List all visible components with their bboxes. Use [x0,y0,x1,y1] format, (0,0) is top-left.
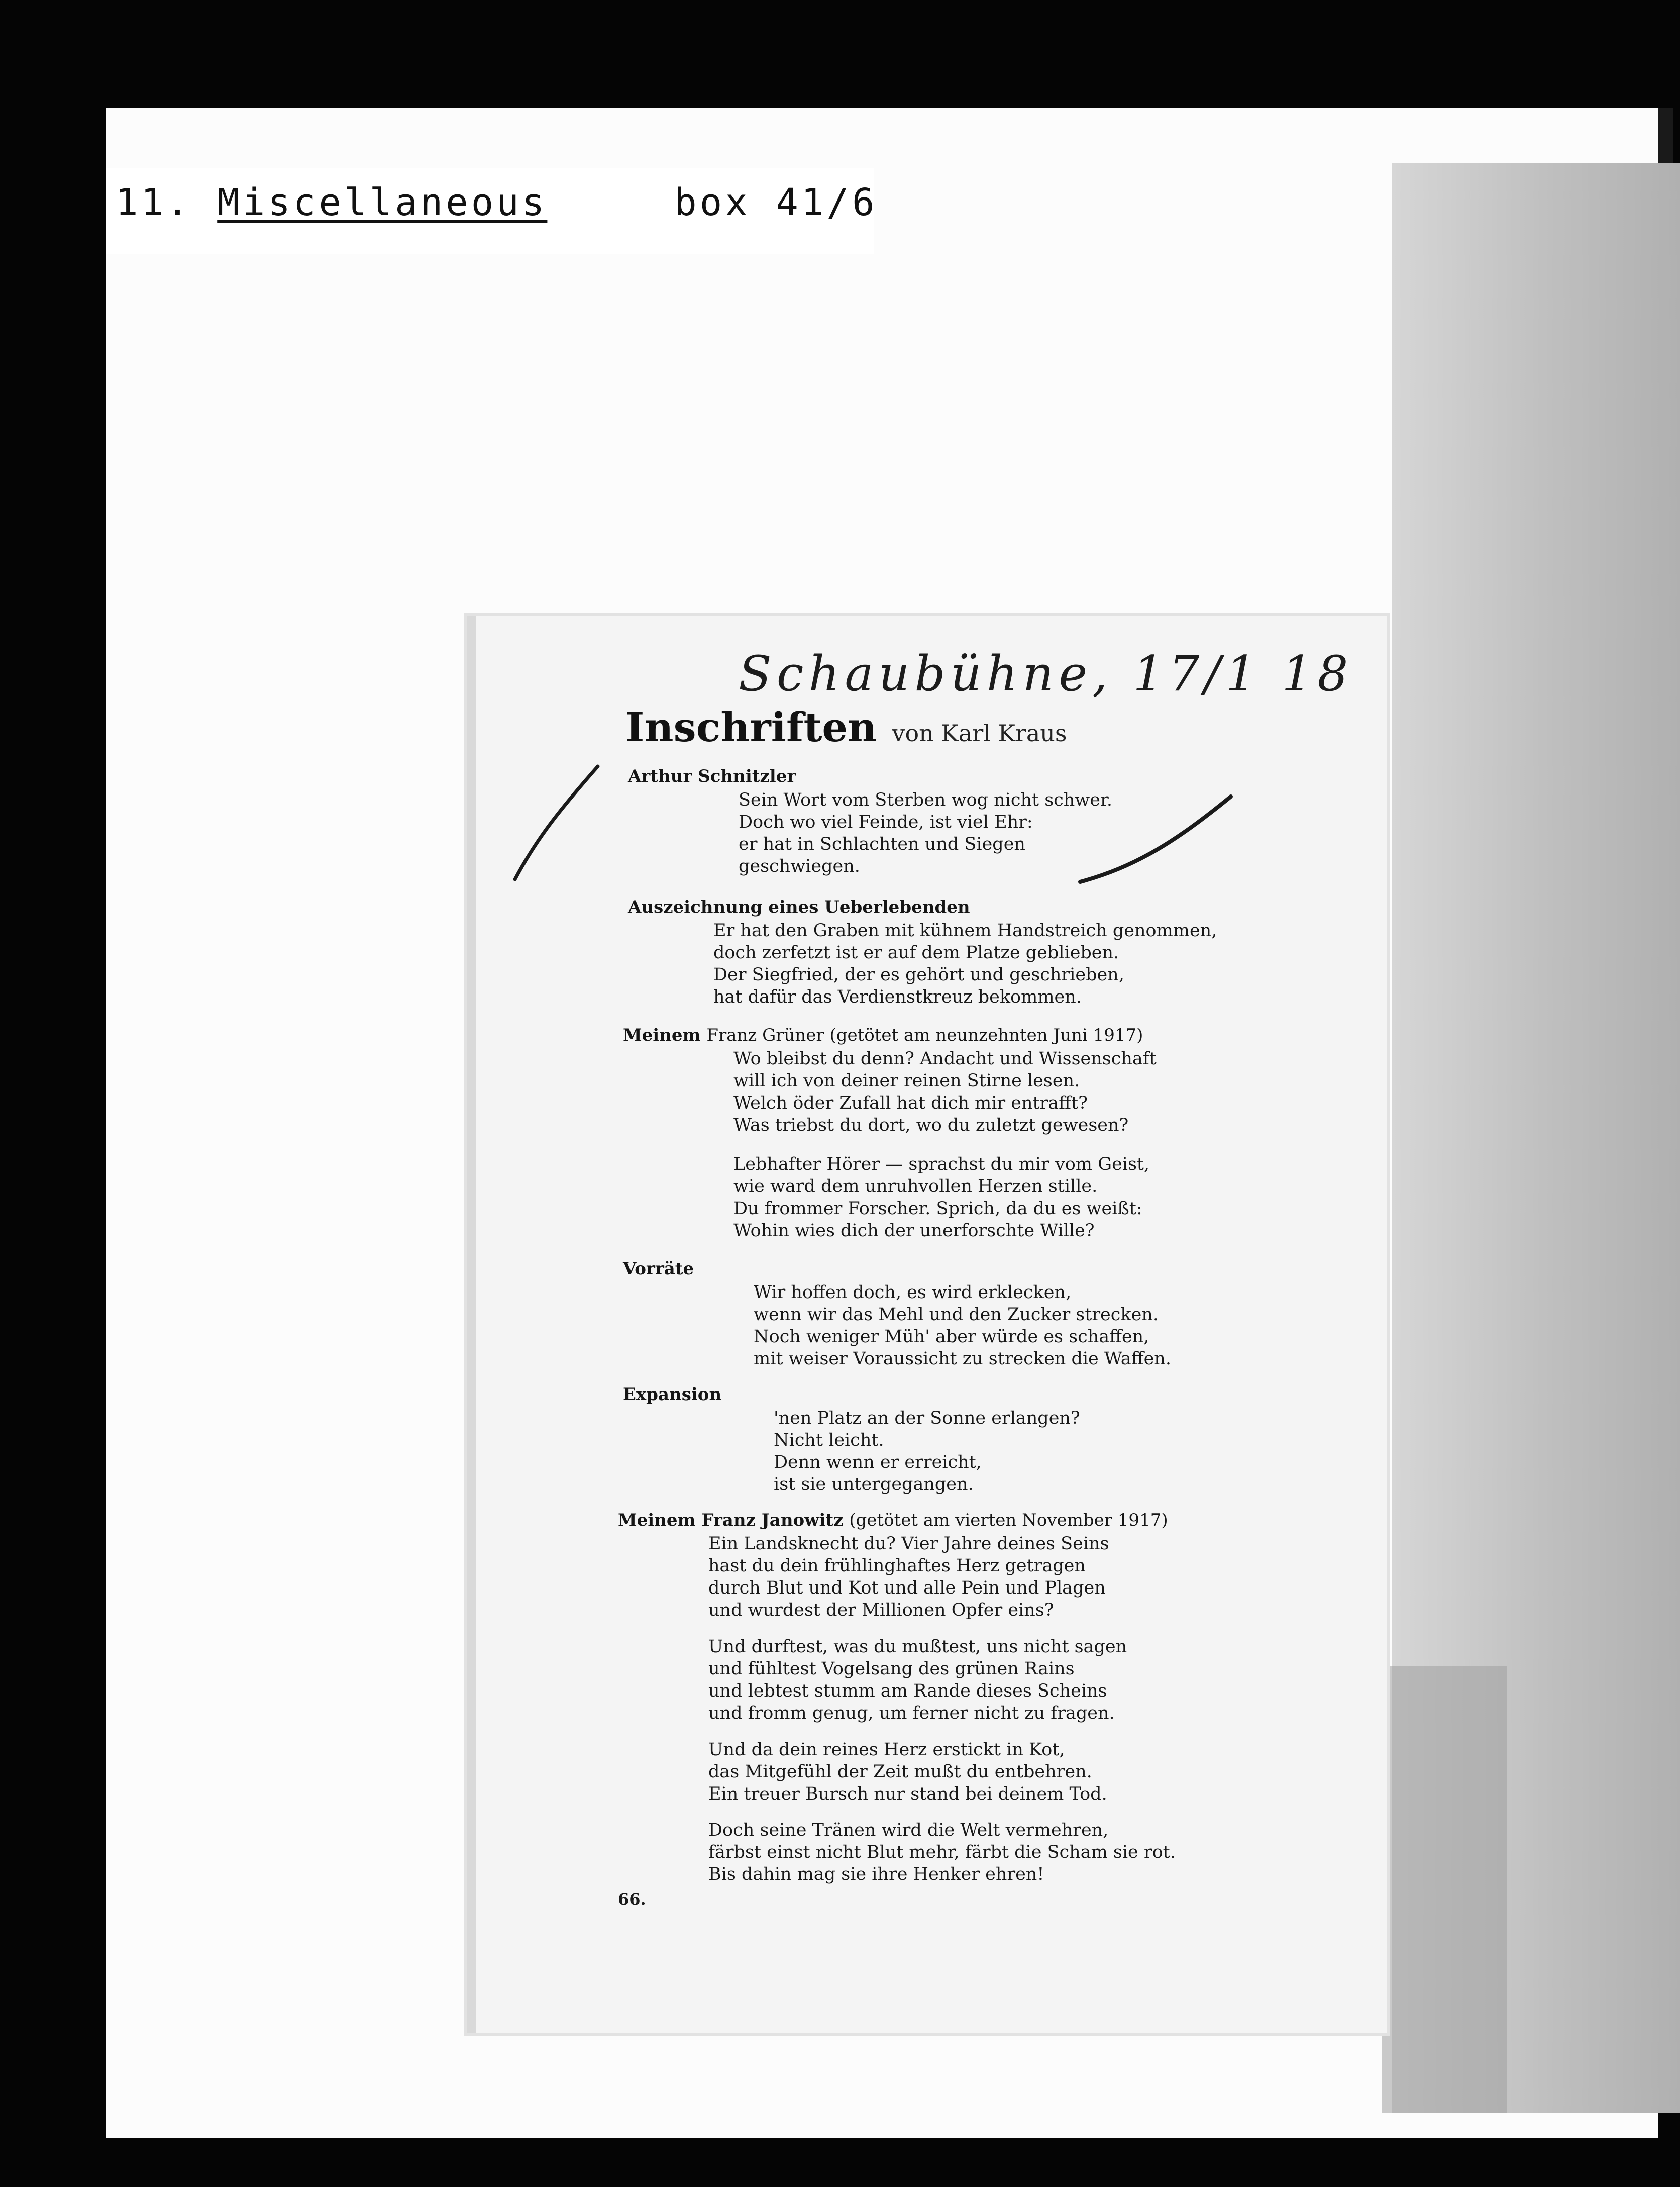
sheet-shadow [1382,1666,1507,2113]
heading-detail: (getötet am vierten November 1917) [849,1510,1168,1530]
verse-line: Und da dein reines Herz erstickt in Kot, [708,1740,1065,1760]
verse-line: Sein Wort vom Sterben wog nicht schwer. [739,790,1112,810]
heading-lead: Meinem [623,1025,701,1045]
verse-line: Wo bleibst du denn? Andacht und Wissenschaft [733,1049,1157,1069]
verse-line: hast du dein frühlinghaftes Herz getragen [708,1556,1086,1576]
verse-line: Welch öder Zufall hat dich mir entrafft? [733,1093,1088,1113]
verse-line: färbst einst nicht Blut mehr, färbt die Scham sie rot. [708,1842,1176,1862]
verse-line: er hat in Schlachten und Siegen [739,834,1025,854]
section-heading: Arthur Schnitzler [628,766,796,786]
verse-line: Ein Landsknecht du? Vier Jahre deines Seins [708,1534,1109,1554]
verse-line: und fromm genug, um ferner nicht zu fragen. [708,1703,1115,1723]
verse-line: Wohin wies dich der unerforschte Wille? [733,1221,1095,1241]
verse-line: ist sie untergegangen. [774,1474,974,1495]
heading-lead: Meinem Franz Janowitz [618,1510,844,1530]
verse-line: hat dafür das Verdienstkreuz bekommen. [713,987,1082,1007]
verse-line: will ich von deiner reinen Stirne lesen. [733,1071,1080,1091]
pen-marks [467,616,1387,2033]
section-heading: Auszeichnung eines Ueberlebenden [628,897,970,917]
poem-title: Inschriften [625,704,877,751]
verse-line: Bis dahin mag sie ihre Henker ehren! [708,1864,1044,1884]
verse-line: und wurdest der Millionen Opfer eins? [708,1600,1054,1620]
verse-line: Doch wo viel Feinde, ist viel Ehr: [739,812,1033,832]
section-heading: Vorräte [623,1259,694,1279]
verse-line: Noch weniger Müh' aber würde es schaffen, [754,1327,1149,1347]
handwritten-note: Schaubühne, 17/1 18 [739,646,1353,702]
heading-detail: Franz Grüner (getötet am neunzehnten Juni 1917) [706,1025,1143,1045]
byline: von Karl Kraus [892,720,1067,747]
verse-line: doch zerfetzt ist er auf dem Platze geblieben. [713,943,1119,963]
verse-line: Doch seine Tränen wird die Welt vermehren, [708,1820,1109,1840]
verse-line: und fühltest Vogelsang des grünen Rains [708,1659,1075,1679]
verse-line: geschwiegen. [739,856,860,876]
page-number: 66. [618,1890,646,1909]
verse-line: Und durftest, was du mußtest, uns nicht sagen [708,1637,1127,1657]
verse-line: mit weiser Voraussicht zu strecken die Waffen. [754,1349,1171,1369]
verse-line: 'nen Platz an der Sonne erlangen? [774,1408,1080,1428]
newspaper-clipping [467,616,1387,2033]
verse-line: durch Blut und Kot und alle Pein und Plagen [708,1578,1106,1598]
archive-label [116,181,878,224]
verse-line: Lebhafter Hörer — sprachst du mir vom Geist, [733,1154,1150,1174]
verse-line: Du frommer Forscher. Sprich, da du es weißt: [733,1199,1142,1219]
verse-line: Ein treuer Bursch nur stand bei deinem Tod. [708,1784,1107,1804]
pen-stroke-right [1080,797,1231,882]
verse-line: Der Siegfried, der es gehört und geschrieben, [713,965,1124,985]
label-category: Miscellaneous [217,181,548,224]
section-heading: Expansion [623,1384,722,1405]
verse-line: Denn wenn er erreicht, [774,1452,982,1472]
verse-line: Nicht leicht. [774,1430,884,1450]
verse-line: wie ward dem unruhvollen Herzen stille. [733,1176,1098,1197]
archive-sheet [106,108,1658,2138]
verse-line: das Mitgefühl der Zeit mußt du entbehren. [708,1762,1092,1782]
pen-stroke-left [515,766,598,879]
label-number: 11. [116,181,192,224]
verse-line: wenn wir das Mehl und den Zucker strecken. [754,1305,1159,1325]
verse-line: Was triebst du dort, wo du zuletzt gewesen? [733,1115,1129,1135]
label-box: box 41/6 [674,181,878,224]
verse-line: und lebtest stumm am Rande dieses Scheins [708,1681,1107,1701]
verse-line: Wir hoffen doch, es wird erklecken, [754,1282,1072,1303]
verse-line: Er hat den Graben mit kühnem Handstreich genommen, [713,921,1217,941]
